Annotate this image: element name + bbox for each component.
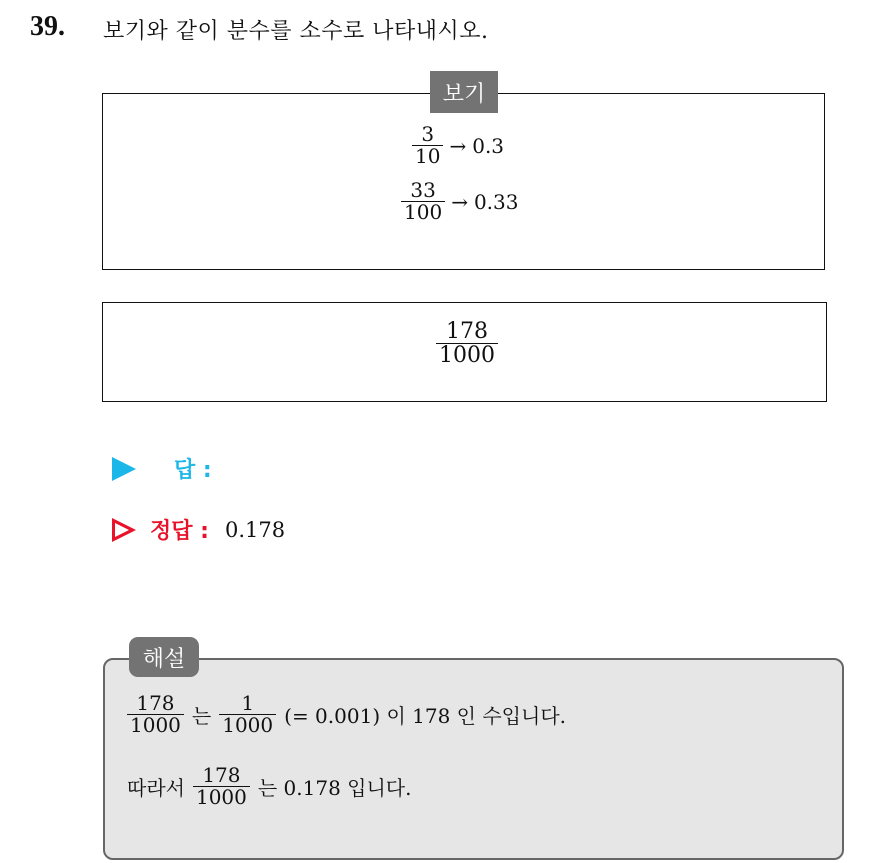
explanation-box (103, 658, 844, 860)
example-fraction-2 (401, 180, 445, 223)
problem-fraction (436, 320, 498, 367)
explanation-fraction (219, 693, 276, 736)
explanation-text: 는 0.178 입니다. (257, 776, 412, 800)
example-decimal: 0.3 (472, 133, 505, 158)
fraction-denominator: 1000 (222, 713, 274, 737)
arrow-icon: → (449, 133, 467, 158)
example-line-2 (401, 180, 518, 223)
explanation-fraction (127, 693, 184, 736)
correct-answer-value: 0.178 (224, 517, 286, 542)
fraction-numerator: 1 (241, 691, 255, 715)
example-decimal: 0.33 (473, 189, 519, 214)
question-number: 39. (30, 11, 65, 42)
arrow-icon: → (451, 189, 468, 214)
example-numerator: 33 (410, 178, 436, 202)
answer-row (112, 453, 228, 484)
example-numerator: 3 (421, 122, 435, 146)
explanation-text: 는 (191, 704, 212, 728)
problem-numerator: 178 (446, 319, 488, 344)
example-tag: 보기 (430, 71, 498, 113)
fraction-denominator: 1000 (130, 713, 181, 737)
explanation-fraction (193, 765, 250, 808)
explanation-text: 따라서 (127, 776, 185, 800)
outline-triangle-icon (112, 518, 136, 542)
example-fraction-1 (412, 124, 443, 167)
example-line-1 (412, 124, 504, 167)
explanation-tag: 해설 (129, 637, 199, 677)
explanation-line-2 (127, 765, 411, 808)
question-text: 보기와 같이 분수를 소수로 나타내시오. (103, 19, 489, 44)
example-denominator: 10 (415, 144, 441, 168)
fraction-numerator: 178 (136, 691, 175, 715)
correct-answer-row (112, 514, 285, 545)
explanation-line-1 (127, 693, 566, 736)
answer-label: 답 : (174, 458, 212, 483)
correct-answer-label: 정답 : (150, 519, 209, 544)
problem-denominator: 1000 (439, 343, 495, 369)
explanation-text: (= 0.001) 이 178 인 수입니다. (284, 704, 566, 728)
play-triangle-icon (112, 457, 136, 481)
fraction-denominator: 1000 (195, 785, 247, 809)
example-denominator: 100 (404, 200, 443, 224)
fraction-numerator: 178 (202, 763, 241, 787)
